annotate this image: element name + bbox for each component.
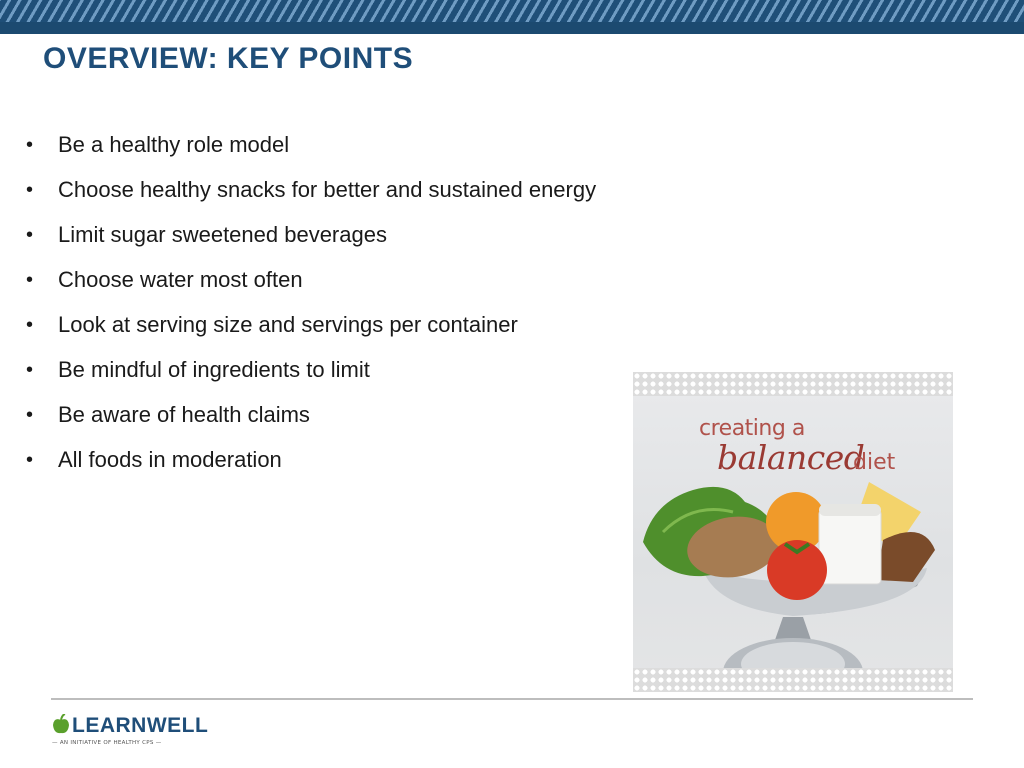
bullet-icon: • xyxy=(26,314,34,336)
bullet-icon: • xyxy=(26,224,34,246)
learnwell-logo xyxy=(52,714,212,754)
apple-icon xyxy=(52,714,70,736)
bullet-text: Choose healthy snacks for better and sustained energy xyxy=(58,177,597,202)
bullet-item xyxy=(26,261,596,306)
bullet-item xyxy=(26,171,596,216)
balanced-diet-image xyxy=(633,372,953,692)
bullet-item xyxy=(26,216,596,261)
footer-divider xyxy=(51,698,973,700)
bullet-icon: • xyxy=(26,449,34,471)
bullet-icon: • xyxy=(26,359,34,381)
bullet-text: Be aware of health claims xyxy=(58,402,310,427)
bullet-item xyxy=(26,126,596,171)
dotted-border-bottom xyxy=(633,668,953,692)
scale-neck xyxy=(775,617,811,640)
milk-glass xyxy=(819,510,881,584)
bullet-text: Be a healthy role model xyxy=(58,132,290,157)
bullet-text: All foods in moderation xyxy=(58,447,282,472)
key-points-list xyxy=(26,126,596,486)
bullet-item xyxy=(26,351,596,396)
header-rule xyxy=(0,22,1024,34)
bullet-icon: • xyxy=(26,134,34,156)
bullet-text: Limit sugar sweetened beverages xyxy=(58,222,387,247)
photo-caption-creating: creating a xyxy=(699,416,805,441)
photo-caption-diet: diet xyxy=(853,450,896,475)
bullet-text: Be mindful of ingredients to limit xyxy=(58,357,370,382)
photo-caption-balanced: balanced xyxy=(717,438,865,477)
header-stripe-band xyxy=(0,0,1024,22)
bullet-icon: • xyxy=(26,404,34,426)
logo-tagline: — AN INITIATIVE OF HEALTHY CPS — xyxy=(52,740,162,746)
bullet-icon: • xyxy=(26,269,34,291)
tomato xyxy=(767,540,827,600)
bullet-icon: • xyxy=(26,179,34,201)
bullet-item xyxy=(26,441,596,486)
bullet-text: Look at serving size and servings per container xyxy=(58,312,518,337)
bullet-text: Choose water most often xyxy=(58,267,303,292)
bullet-item xyxy=(26,396,596,441)
bullet-item xyxy=(26,306,596,351)
slide-title: OVERVIEW: KEY POINTS xyxy=(43,42,414,75)
logo-wordmark: LEARNWELL xyxy=(72,714,209,737)
bread xyxy=(877,532,935,582)
